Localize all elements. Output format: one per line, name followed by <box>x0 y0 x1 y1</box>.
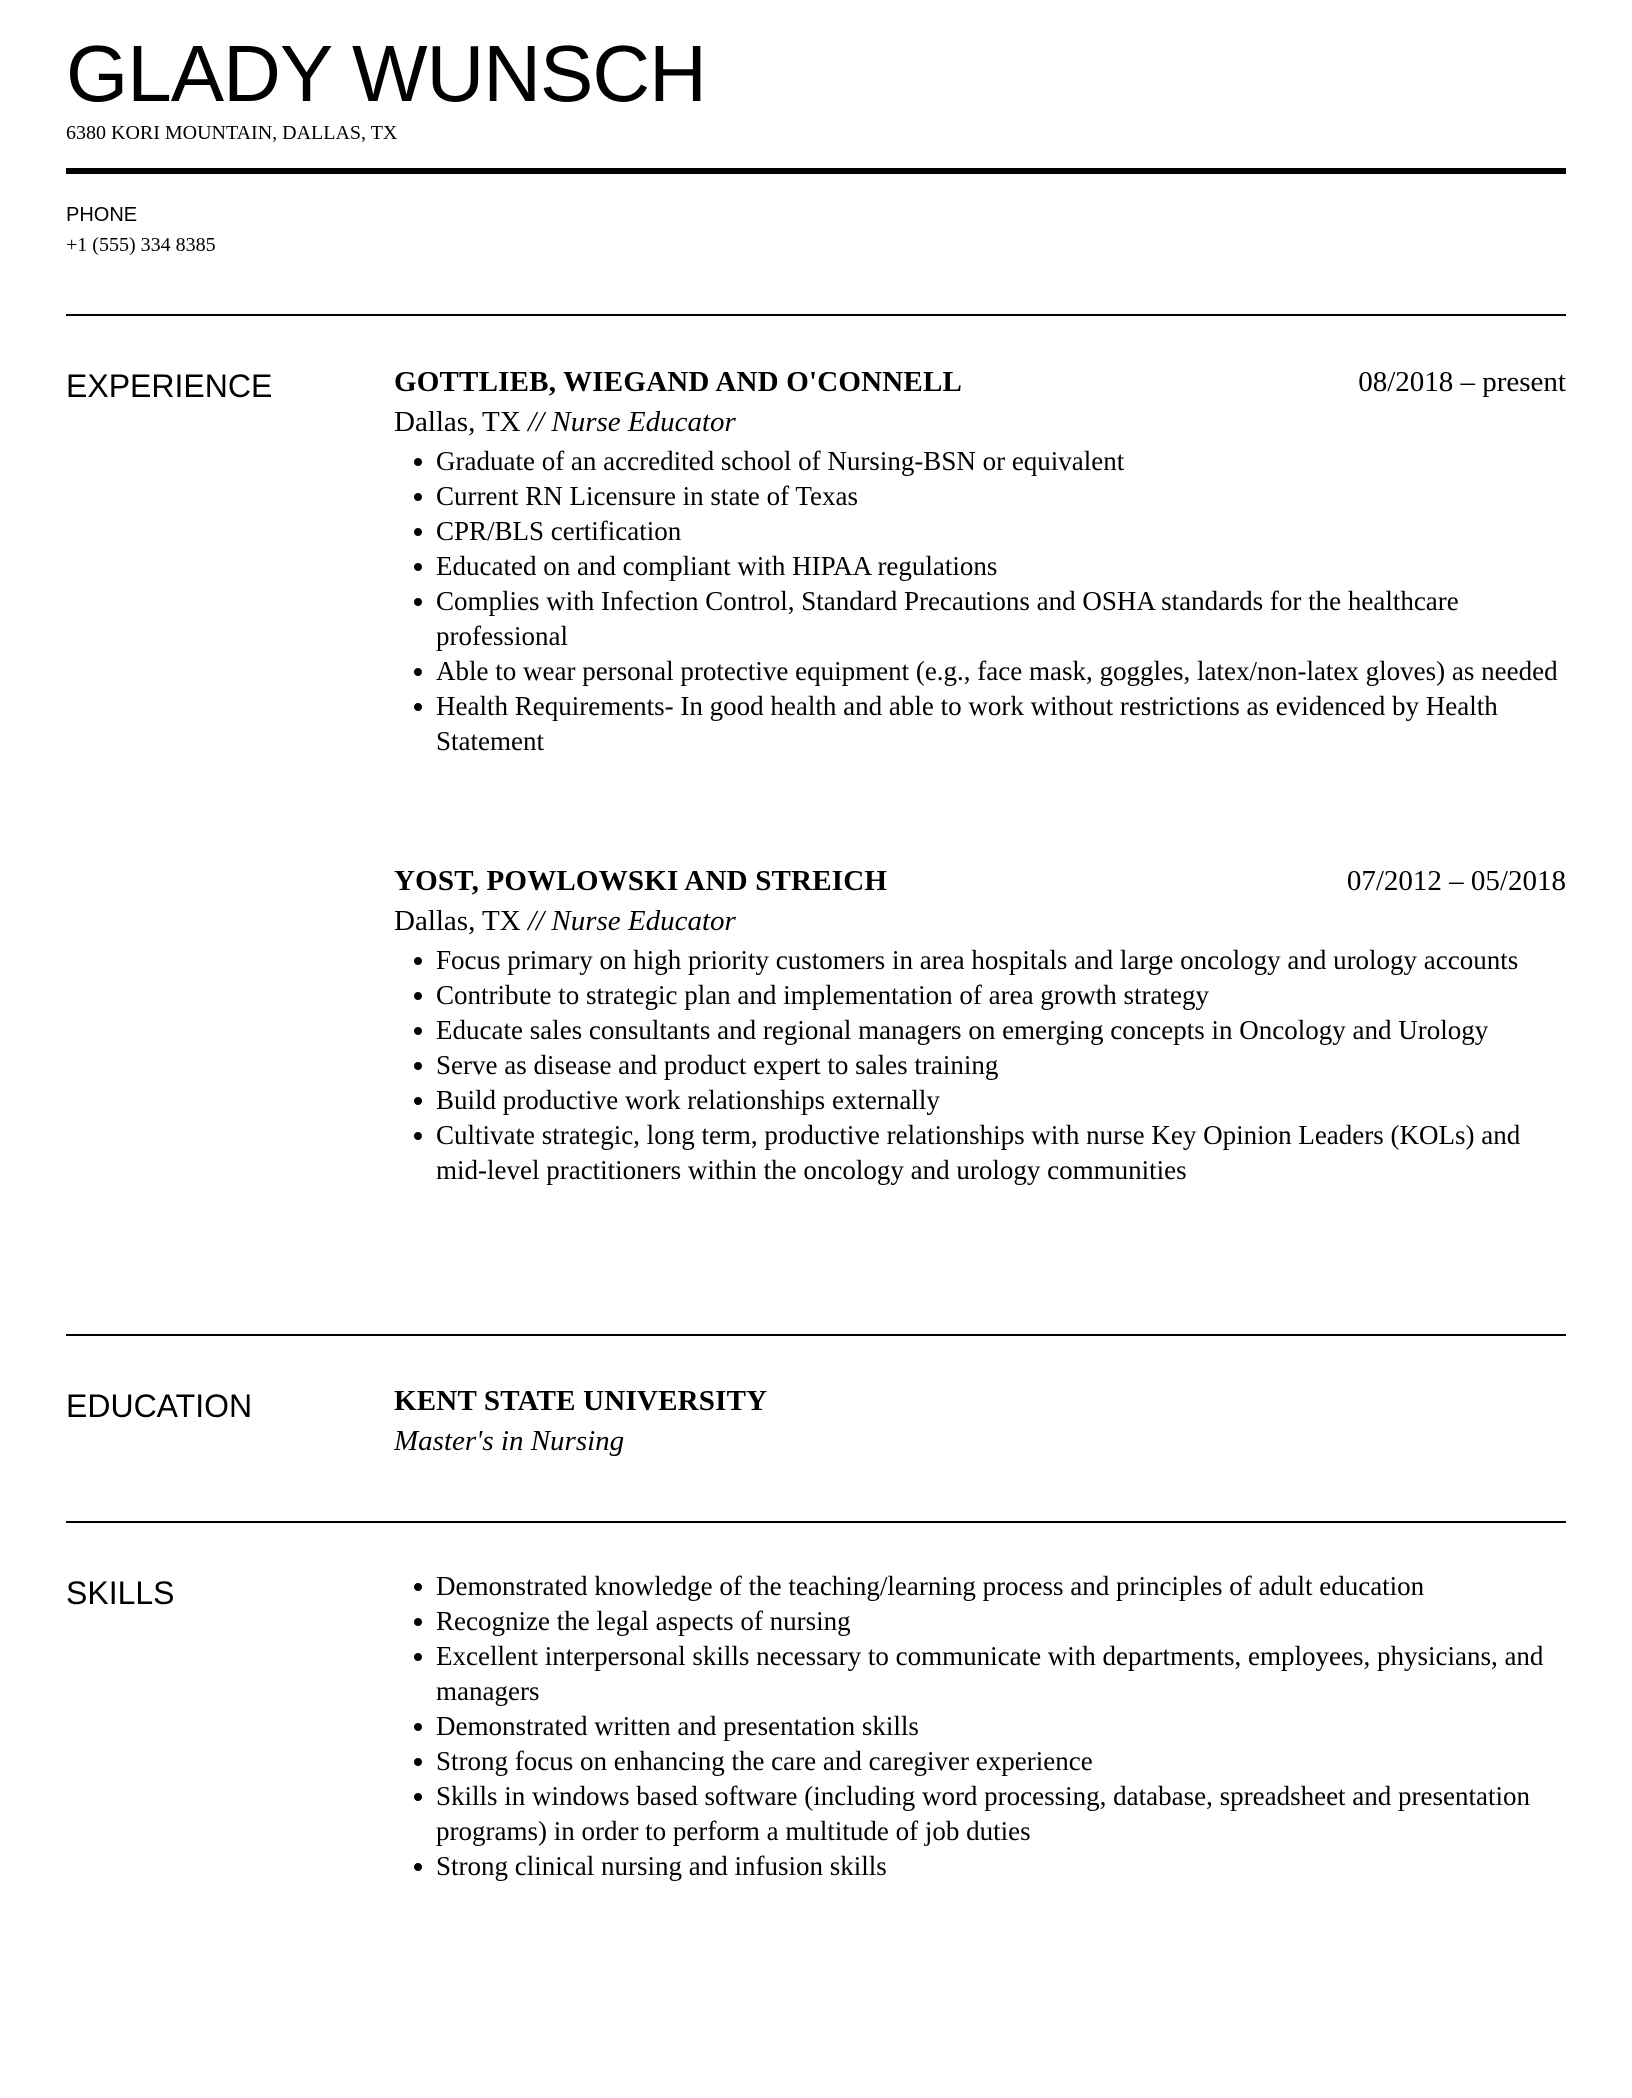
skills-heading: SKILLS <box>66 1575 175 1611</box>
skill-item: Excellent interpersonal skills necessary to communicate with departments, employees, physicians, and managers <box>394 1639 1566 1709</box>
job-duties <box>394 444 1566 759</box>
candidate-name: GLADY WUNSCH <box>66 29 706 118</box>
job-location-role <box>394 901 1566 941</box>
skill-item: Skills in windows based software (including word processing, database, spreadsheet and presentation programs) in order to perform a multitude of job duties <box>394 1779 1566 1849</box>
experience-list <box>394 362 1566 759</box>
section-divider <box>66 1521 1566 1523</box>
job-role: Nurse Educator <box>551 905 736 937</box>
experience-heading: EXPERIENCE <box>66 368 273 404</box>
job-dates: 07/2012 – 05/2018 <box>1346 865 1566 897</box>
education-heading: EDUCATION <box>66 1388 253 1424</box>
job-duty: Health Requirements- In good health and able to work without restrictions as evidenced by Health Statement <box>394 689 1566 759</box>
phone-label: PHONE <box>66 204 138 226</box>
skill-item: Strong focus on enhancing the care and caregiver experience <box>394 1744 1566 1779</box>
skill-item: Demonstrated written and presentation skills <box>394 1709 1566 1744</box>
section-divider <box>66 314 1566 316</box>
company-name: GOTTLIEB, WIEGAND AND O'CONNELL <box>394 366 963 398</box>
job-location: Dallas, TX <box>394 406 521 438</box>
education-entry <box>394 1381 1566 1461</box>
job-duty: Educate sales consultants and regional managers on emerging concepts in Oncology and Urology <box>394 1013 1566 1048</box>
job-role: Nurse Educator <box>551 406 736 438</box>
degree: Master's in Nursing <box>394 1425 625 1457</box>
experience-list-continued <box>394 861 1566 1188</box>
job-duty: Serve as disease and product expert to sales training <box>394 1048 1566 1083</box>
skill-item: Recognize the legal aspects of nursing <box>394 1604 1566 1639</box>
skills-list-container <box>394 1569 1566 1884</box>
job-duties <box>394 943 1566 1188</box>
job-duty: Cultivate strategic, long term, productive relationships with nurse Key Opinion Leaders (KOLs) and mid-level practitioners within the oncology and urology communities <box>394 1118 1566 1188</box>
company-name: YOST, POWLOWSKI AND STREICH <box>394 865 888 897</box>
job-duty: Contribute to strategic plan and implementation of area growth strategy <box>394 978 1566 1013</box>
job-duty: Educated on and compliant with HIPAA regulations <box>394 549 1566 584</box>
job-duty: Focus primary on high priority customers in area hospitals and large oncology and urology accounts <box>394 943 1566 978</box>
header-divider <box>66 168 1566 174</box>
skill-item: Strong clinical nursing and infusion skills <box>394 1849 1566 1884</box>
job-dates: 08/2018 – present <box>1358 366 1566 398</box>
job-location-role <box>394 402 1566 442</box>
job-duty: CPR/BLS certification <box>394 514 1566 549</box>
job-duty: Able to wear personal protective equipment (e.g., face mask, goggles, latex/non-latex gloves) as needed <box>394 654 1566 689</box>
job-location: Dallas, TX <box>394 905 521 937</box>
job-duty: Build productive work relationships externally <box>394 1083 1566 1118</box>
job-entry <box>394 362 1566 759</box>
skills-list <box>394 1569 1566 1884</box>
job-duty: Complies with Infection Control, Standard Precautions and OSHA standards for the healthcare professional <box>394 584 1566 654</box>
phone-number: +1 (555) 334 8385 <box>66 234 216 256</box>
location-role-separator: // <box>527 406 545 438</box>
location-role-separator: // <box>527 905 545 937</box>
job-duty: Current RN Licensure in state of Texas <box>394 479 1566 514</box>
section-divider <box>66 1334 1566 1336</box>
job-entry <box>394 861 1566 1188</box>
candidate-address: 6380 KORI MOUNTAIN, DALLAS, TX <box>66 122 398 144</box>
job-duty: Graduate of an accredited school of Nursing-BSN or equivalent <box>394 444 1566 479</box>
skill-item: Demonstrated knowledge of the teaching/learning process and principles of adult education <box>394 1569 1566 1604</box>
school-name: KENT STATE UNIVERSITY <box>394 1385 768 1417</box>
